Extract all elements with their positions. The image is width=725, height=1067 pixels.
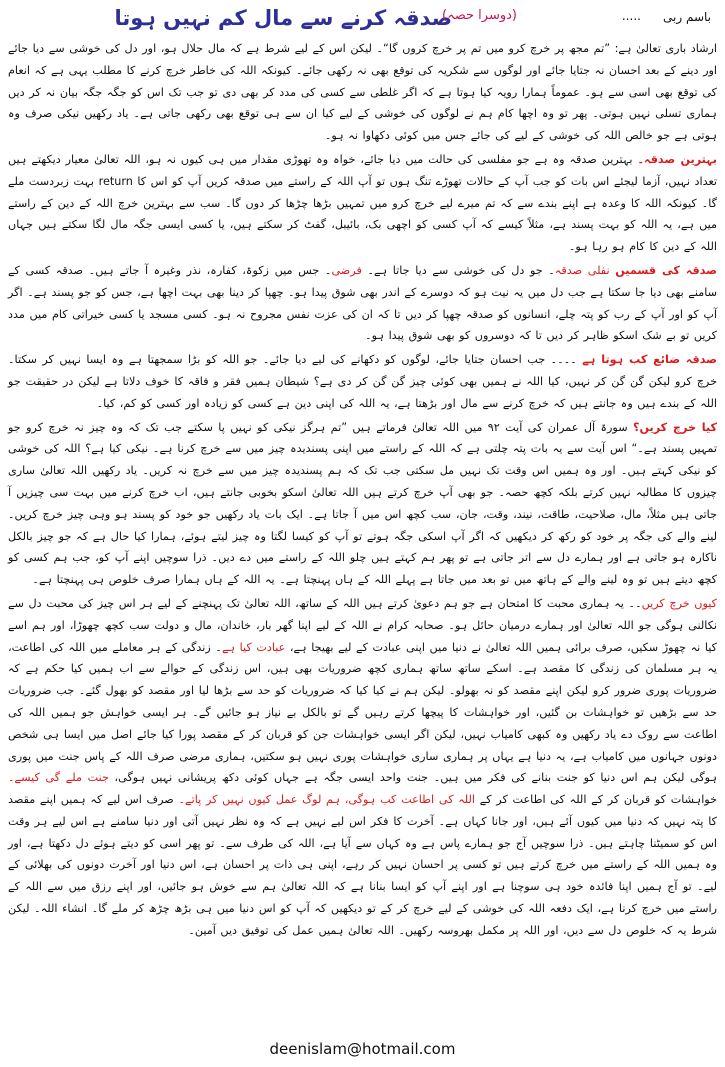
paragraph-why-spend: [8, 593, 717, 942]
text-what-to-spend: سورۃ آل عمران کی آیت ۹۲ میں اللہ تعالیٰ فرماتے ہیں ”تم ہرگز نیکی کو نہیں پا سکتے جب تک کہ وہ چیز نہ خرچ کرو جو تمہیں پسند ہے۔“ اس آیت سے یہ بات پتہ چلتی ہے کہ اللہ کے راستے میں اپنی پسندیدہ چیز میں سے خرچ کرنا ہے۔ نیکی کیا ہے؟ اللہ کی خوشی کو نیکی کہتے ہیں۔ اور وہ ہمیں اس وقت تک نہیں مل سکتی جب تک کہ ہم پسندیدہ چیز میں سے خرچ نہ کریں۔ یاد رکھیں اللہ تعالیٰ ساری چیزوں کا مطالبہ نہیں کرتے بلکہ کچھ حصہ۔ جو بھی آپ خرچ کرتے ہیں اللہ تعالیٰ اسکو بخوبی جانتے ہیں، اب خرچ کرنے میں بہت سی چیزیں آ جاتی ہیں مثلاً، مال، صلاحیت، طاقت، نیند، وقت، جان، سب کچھ اس میں آ جاتا ہے۔ ایک بات یاد رکھیں جو خود کو پسند ہو وہی چیز خرچ کریں۔ لینے والے کی جگہ پر خود کو رکھ کر دیکھیں کہ اگر آپ اسکی جگہ ہوتے تو آپ کو کیسا لگتا وہ چیز لیتے ہوئے، ہمارا کیا حال ہے کہ جو چیز بالکل ناکارہ ہو جاتی ہے اور ہمارے دل سے اتر جاتی ہے تو پھر ہم کہتے ہیں چلو اللہ کے راستے میں دے دیں۔ ذرا سوچیں اپنے آپ کو، جب ہم کسی کو کچھ دیتے ہیں تو وہ لینے والے کے ہاتھ میں تو بعد میں جاتا ہے پہلے اللہ کے ہاں پہنچتا ہے۔ یہ اللہ کے ہاں ہمارا صرف خلوص ہی پہنچتا ہے۔: [8, 420, 717, 587]
heading-wasted-charity: صدقہ ضائع کب ہوتا ہے: [582, 353, 717, 367]
text-worship: ۔ زندگی کے ہر معاملے میں اللہ کی اطاعت، یہ ہر مسلمان کی زندگی کا مقصد ہے۔ اسکے ساتھ ساتھ ہماری کچھ ضروریات بھی ہیں، اس زندگی کے حوالے سے اب ہمیں کیا حکم ہے کہ ضروریات پوری ضرور کرو لیکن اپنے مقصد کو نہ بھولو۔ لیکن ہم نے کیا کیا کہ ضروریات کو حد سے بڑھا لیا اور مقصد کو بھول گئے۔ جب ضروریات حد سے بڑھیں تو خواہشات بن گئیں، اور خواہشات کا پیچھا کرتے رہیں گے تو بالکل بے نیاز ہو جائیں گے۔ ہر ایسی خواہش جو ہمیں اللہ کی اطاعت سے روک دے یاد رکھیں وہ کبھی کامیاب نہیں، لیکن اگر ایسی خواہشات جن کو قربان کر کے مقصد پورا کیا جائے اصل میں ایسا ہی شخص دونوں جہانوں میں کامیاب ہے، یہ دنیا ہے یہاں پر ہماری ساری خواہشات پوری نہیں ہو سکتیں، ہماری مرضی صرف اللہ کے پاس جنت میں پوری ہوگی لیکن ہم اس دنیا کو جنت بنانے کی فکر میں ہیں۔ جنت واحد ایسی جگہ ہے جہاں کوئی دکھ پریشانی نہیں ہوگی،: [8, 640, 717, 785]
subhead-why-spend: کیوں خرچ کریں: [641, 596, 717, 610]
heading-what-to-spend: کیا خرچ کریں؟: [632, 420, 718, 434]
paragraph-charity-types: [8, 260, 717, 347]
heading-charity-types: صدقہ کی قسمیں: [615, 263, 717, 277]
header-dots: .....: [621, 9, 641, 23]
footer-email: deenislam@hotmail.com: [269, 1040, 456, 1058]
text-types-mid: ۔ جو دل کی خوشی سے دیا جاتا ہے۔: [361, 263, 555, 277]
heading-best-charity: بہترین صدقہ۔: [637, 152, 718, 166]
paragraph-wasted-charity: [8, 349, 717, 414]
paragraph-what-to-spend: [8, 417, 717, 591]
paragraph-intro: ارشاد باری تعالیٰ ہے: ”تم مجھ پر خرچ کرو میں تم پر خرچ کروں گا“۔ لیکن اس کے لیے شرط ہے کہ مال حلال ہو، اور دل کی خوشی سے دیا جائے اور دینے کے بعد احسان نہ جتایا جائے اور لوگوں سے شکریہ کی توقع بھی نہ رکھی جائے۔ کیونکہ اللہ کی خاطر خرچ کرنے کا مطلب یہی ہے کہ انعام کی توقع بھی اسی سے ہو۔ عموماً ہمارا رویہ کیا ہوتا ہے کہ اگر غلطی سے کسی کی مدد کر بھی دی تو جب تک اس کو جگہ جگہ بیان نہ کر دیں ہماری تسلی نہیں ہوتی۔ پھر تو وہ اچھا کام ہم نے لوگوں کی خوشی کے لیے کیا ان سے ہی توقع بھی رکھی جاتی ہے۔ یاد رکھیں نیکی صرف وہ ہوتی ہے جو خالص اللہ کی خوشی کے لیے کی جائے جس میں کوئی دکھاوا نہ ہو۔: [8, 42, 717, 143]
subhead-worship: عبادت کیا ہے: [221, 640, 286, 654]
text-why-spend: ۔۔ یہ ہماری محبت کا امتحان ہے جو ہم دعویٰ کرتے ہیں اللہ کے ساتھ، اللہ تعالیٰ تک پہنچنے کے لیے ہر اس چیز کی محبت دل سے نکالنی ہوگی جو اللہ تعالیٰ اور ہمارے درمیان حائل ہو۔ صحابہ کرام نے اللہ کے لیے اپنا گھر بار، خاندان، مال و دولت سب کچھ چھوڑا، اور ہم اسے کیا نہ چھوڑ سکیں، صرف برائی ہمیں اللہ تعالیٰ نے دنیا میں اپنی عبادت کے لیے بھیجا ہے،: [8, 596, 717, 654]
text-wasted-charity: ۔۔۔۔ جب احسان جتایا جائے، لوگوں کو دکھانے کی لیے دیا جائے۔ جو اللہ کو بڑا سمجھتا ہے وہ ایسا نہیں کر سکتا۔ خرچ کرو لیکن گن گن کر نہیں، کیا اللہ نے ہمیں بھی کوئی چیز گن گن کر دی ہے؟ شیطان ہمیں فقر و فاقہ کا خوف دلاتا ہے لیکن در حقیقت جو اللہ کے بندے ہیں وہ جانتے ہیں کہ خرچ کرنے سے مال اور بڑھتا ہے، یہ اللہ کی اپنی دین ہے کسی کو زیادہ اور کسی کو کم، کیا۔: [8, 353, 717, 410]
subhead-farzi: فرضی: [331, 263, 362, 277]
text-conclusion: صرف اس لیے کہ ہمیں اپنے مقصد کا پتہ نہیں کہ دنیا میں کیوں آئے ہیں، اور جانا کہاں ہے۔ آخرت کا فکر اس لیے نہیں ہے کہ وہ نظر نہیں آتی اور دنیا سامنے ہے اس لیے ہر وقت اس کو سمیٹنا چاہتے ہیں۔ ذرا سوچیں آج جو ہمارے پاس ہے وہ کہاں سے آیا ہے، اللہ کی طرف سے۔ تو پھر اسی کو دیتے ہوئے دل دکھتا ہے، اور وہ ہمیں اللہ کے راستے میں خرچ کرتے ہیں تو کسی پر احسان نہیں کر رہے، اپنی ہی ذات پر احسان ہے، اس دنیا اور آخرت دونوں کی بھلائی کے لیے۔ تو آج ہمیں اپنا فائدہ خود ہی سوچنا ہے اور اپنے آپ کو ایسا بنانا ہے کہ اللہ تعالیٰ ہم سے خوش ہو جائیں، اور اپنے رزق میں سے اللہ کے راستے میں خرچ کرنا ہے، ایک دفعہ اللہ کی خوشی کے لیے خرچ کر کے تو دیکھیں کہ آپ کو اس دنیا میں ہی بڑھ چڑھ کر ملے گا۔ انشاء اللہ۔ لیکن شرط یہ کہ خلوص دل سے دیں، اور اللہ پر مکمل بھروسہ رکھیں۔ اللہ تعالیٰ ہمیں عمل کی توفیق دیں آمین۔: [8, 793, 717, 937]
subhead-nafli: نفلی صدقہ: [554, 263, 610, 277]
part-label: (دوسرا حصہ): [442, 8, 517, 23]
text-paradise: خواہشات کو قربان کر کے اللہ کی اطاعت کر کے: [475, 793, 717, 807]
article-body: [8, 38, 717, 942]
bismillah-label: باسم ربی: [663, 10, 711, 24]
subhead-paradise: جنت ملے گی کیسے۔: [8, 771, 109, 785]
article-title: صدقہ کرنے سے مال کم نہیں ہوتا: [114, 6, 452, 30]
paragraph-best-charity: [8, 149, 717, 258]
subhead-obedience: اللہ کی اطاعت کب ہوگی، ہم لوگ عمل کیوں نہیں کر پاتے۔: [178, 793, 476, 807]
article-header: [8, 6, 717, 38]
text-charity-types: ۔ جس میں زکوۃ، کفارہ، نذر وغیرہ آ جاتے ہیں۔ صدقہ کسی کے سامنے بھی دیا جا سکتا ہے جب دل میں یہ نیت ہو کہ دوسرے کے اندر بھی شوق پیدا ہو۔ چھپا کر دینا بھی بہت اچھا ہے، جس کو جو پسند ہے۔ اگر آپ کو اور آپ کے رب کو پتہ چلے، انسانوں کو صدقہ چھپا کر دیں تا کہ ان کی عزت نفس مجروح نہ ہو۔ کسی مسجد یا کسی خیراتی کام میں مدد کریں تو بے شک اسکو ظاہر کر دیں تا کہ دوسروں کو بھی شوق پیدا ہو۔: [8, 263, 717, 343]
text-best-charity: بہترین صدقہ وہ ہے جو مفلسی کی حالت میں دیا جائے، خواہ وہ تھوڑی مقدار میں ہی کیوں نہ ہو، اللہ تعالیٰ معیار دیکھتے ہیں تعداد نہیں، آزما لیجئے اس بات کو جب آپ کے حالات تھوڑے تنگ ہوں تو آپ اللہ کے راستے میں صدقہ کریں آپ کو اس کا return بہت زبردست ملے گا۔ کیونکہ اللہ کا وعدہ ہے اپنے بندے سے کہ تم میرے لیے خرچ کرو میں تمہیں بڑھا چڑھا کر دوں گا۔ سب سے بہترین خرچ اللہ کے دین کے راستے میں ہے، یہ اللہ کو بہت پسند ہے، مثلاً کیسے کہ آپ کسی کو اچھی بک، بائیبل، گفٹ کر سکتے ہیں، یا کسی ایسی جگہ مال لگا سکتے ہیں جہاں اللہ کے دین کا کام ہو رہا ہو۔: [8, 152, 717, 254]
